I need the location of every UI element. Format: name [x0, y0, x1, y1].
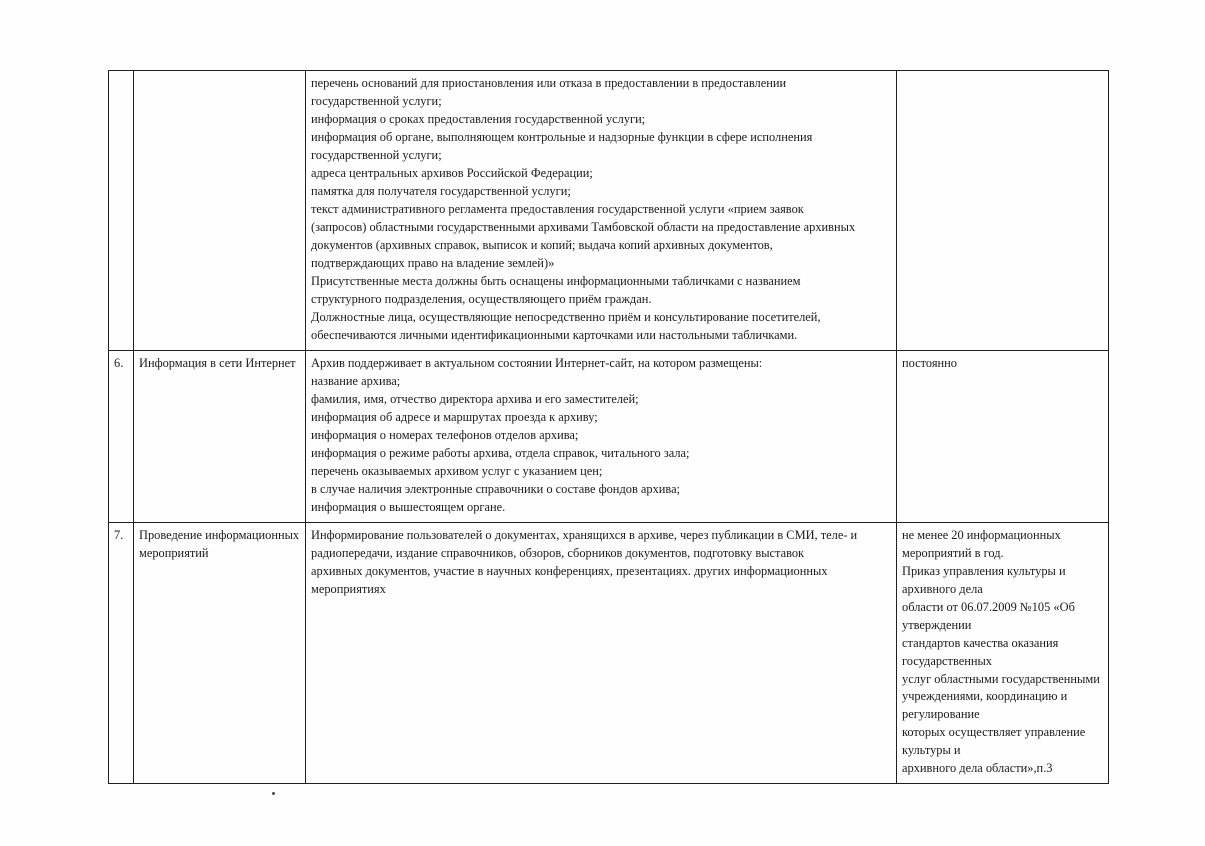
row-number: 6. — [114, 355, 124, 370]
row-body-cell — [306, 71, 897, 351]
body-line: государственной услуги; — [311, 147, 442, 162]
row-name-cell — [134, 71, 306, 351]
body-line: информация об органе, выполняющем контрольные и надзорные функции в сфере исполнения — [311, 129, 813, 144]
row-number-cell — [109, 522, 134, 784]
table-row — [109, 350, 1109, 522]
body-line: структурного подразделения, осуществляющего приём граждан. — [311, 291, 652, 306]
page-artifact-dot — [272, 792, 275, 795]
body-line: архивных документов, участие в научных конференциях, презентациях. других информационных — [311, 563, 828, 578]
row-number-cell — [109, 71, 134, 351]
note-line: учреждениями, координацию и регулирование — [902, 689, 1068, 722]
row-body-cell — [306, 350, 897, 522]
body-line: Архив поддерживает в актуальном состоянии Интернет-сайт, на котором размещены: — [311, 355, 763, 370]
row-note-cell — [897, 350, 1109, 522]
body-line: текст административного регламента предоставления государственной услуги «прием заявок — [311, 201, 804, 216]
row-name: Проведение информационных мероприятий — [139, 527, 300, 560]
note-line: области от 06.07.2009 №105 «Об утверждении — [902, 599, 1075, 632]
table-body — [109, 71, 1109, 784]
body-line: перечень оснований для приостановления или отказа в предоставлении в предоставлении — [311, 76, 787, 90]
body-line: информация о сроках предоставления государственной услуги; — [311, 111, 646, 126]
body-line: Информирование пользователей о документах, хранящихся в архиве, через публикации в СМИ, теле- и — [311, 527, 858, 542]
table-row — [109, 522, 1109, 784]
body-line: памятка для получателя государственной услуги; — [311, 183, 571, 198]
body-line: государственной услуги; — [311, 93, 442, 108]
note-line: стандартов качества оказания государственных — [902, 635, 1059, 668]
row-number: 7. — [114, 527, 124, 542]
row-note-cell — [897, 522, 1109, 784]
note-line: постоянно — [902, 355, 958, 370]
body-line: Должностные лица, осуществляющие непосредственно приём и консультирование посетителей, — [311, 309, 821, 324]
note-line: архивного дела области»,п.3 — [902, 761, 1053, 776]
row-name-cell — [134, 350, 306, 522]
body-line: радиопередачи, издание справочников, обзоров, сборников документов, подготовку выставок — [311, 545, 805, 560]
row-name-cell — [134, 522, 306, 784]
body-line: фамилия, имя, отчество директора архива и его заместителей; — [311, 391, 639, 406]
table-row — [109, 71, 1109, 351]
body-line: обеспечиваются личными идентификационными карточками или настольными табличками. — [311, 327, 798, 342]
note-line — [902, 75, 1103, 85]
body-line: информация об адресе и маршрутах проезда к архиву; — [311, 409, 598, 424]
body-line: информация о режиме работы архива, отдела справок, читального зала; — [311, 445, 690, 460]
body-line: информация о номерах телефонов отделов архива; — [311, 427, 579, 442]
body-line: в случае наличия электронные справочники о составе фондов архива; — [311, 481, 681, 496]
note-line: которых осуществляет управление культуры и — [902, 725, 1086, 758]
row-name: Информация в сети Интернет — [139, 355, 296, 370]
body-line: адреса центральных архивов Российской Федерации; — [311, 165, 593, 180]
note-line: не менее 20 информационных мероприятий в год. — [902, 527, 1061, 560]
note-line: Приказ управления культуры и архивного дела — [902, 563, 1066, 596]
row-body-cell — [306, 522, 897, 784]
body-line: подтверждающих право на владение землей)» — [311, 255, 555, 270]
body-line: Присутственные места должны быть оснащены информационными табличками с названием — [311, 273, 801, 288]
note-line: услуг областными государственными — [902, 671, 1100, 686]
body-line: название архива; — [311, 373, 401, 388]
body-line: мероприятиях — [311, 581, 386, 596]
body-line: перечень оказываемых архивом услуг с указанием цен; — [311, 463, 603, 478]
body-line: информация о вышестоящем органе. — [311, 499, 506, 514]
row-number-cell — [109, 350, 134, 522]
standards-table — [108, 70, 1109, 784]
body-line: (запросов) областными государственными архивами Тамбовской области на предоставление архивных — [311, 219, 856, 234]
row-note-cell — [897, 71, 1109, 351]
body-line: документов (архивных справок, выписок и копий; выдача копий архивных документов, — [311, 237, 773, 252]
